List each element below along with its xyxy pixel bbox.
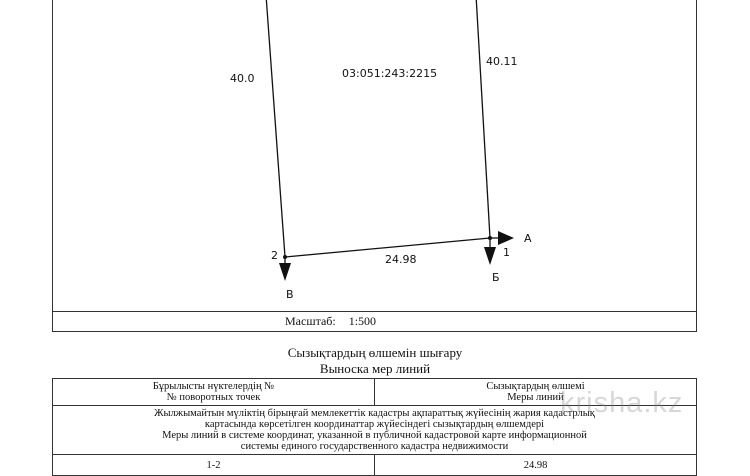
side-length-bottom: 24.98	[385, 253, 417, 266]
note-ru-line-2: системы единого государственного кадастра недвижимости	[240, 441, 509, 452]
point-1-label: 1	[503, 246, 510, 259]
note-ru-line-1: Меры линий в системе координат, указанной в публичной кадастровой карте информационной	[162, 430, 587, 441]
scale-value: 1:500	[348, 314, 377, 328]
header-length-ru: Меры линий	[507, 392, 564, 403]
arrow-a-label: А	[524, 232, 532, 245]
section-title-kz: Сызықтардың өлшемін шығару	[287, 345, 463, 360]
header-points-ru: № поворотных точек	[166, 392, 261, 403]
point-2-label: 2	[271, 249, 278, 262]
arrow-b-icon	[484, 247, 496, 265]
header-points-cell	[53, 379, 375, 406]
arrow-v-label: В	[286, 288, 294, 301]
row-length-cell: 24.98	[375, 455, 697, 476]
header-length-kz: Сызықтардың өлшемі	[486, 381, 585, 392]
header-points-kz: Бұрылысты нүктелердің №	[152, 381, 275, 392]
parcel-left-boundary	[266, 0, 285, 257]
parcel-cadastral-number: 03:051:243:2215	[342, 67, 438, 80]
scale-label: Масштаб:	[285, 314, 336, 328]
side-length-left: 40.0	[230, 72, 255, 85]
scale-row	[52, 311, 697, 332]
arrow-a-icon	[498, 231, 514, 245]
arrow-b-label: Б	[492, 271, 500, 284]
note-kz-line-1: Жылжымайтын мүліктің бірыңғай мемлекеттік кадастры ақпараттық жүйесінің жария кадастрлық	[154, 408, 595, 419]
table-row	[53, 455, 697, 476]
site-watermark: krisha.kz	[560, 387, 684, 419]
parcel-right-boundary	[476, 0, 490, 238]
side-length-right: 40.11	[486, 55, 518, 68]
row-points-cell: 1-2	[53, 455, 375, 476]
section-title-ru: Выноска мер линий	[319, 361, 431, 376]
arrow-v-icon	[279, 263, 291, 281]
note-kz-line-2: картасында көрсетілген координаттар жүйесіндегі сызықтардың өлшемдері	[204, 419, 545, 430]
